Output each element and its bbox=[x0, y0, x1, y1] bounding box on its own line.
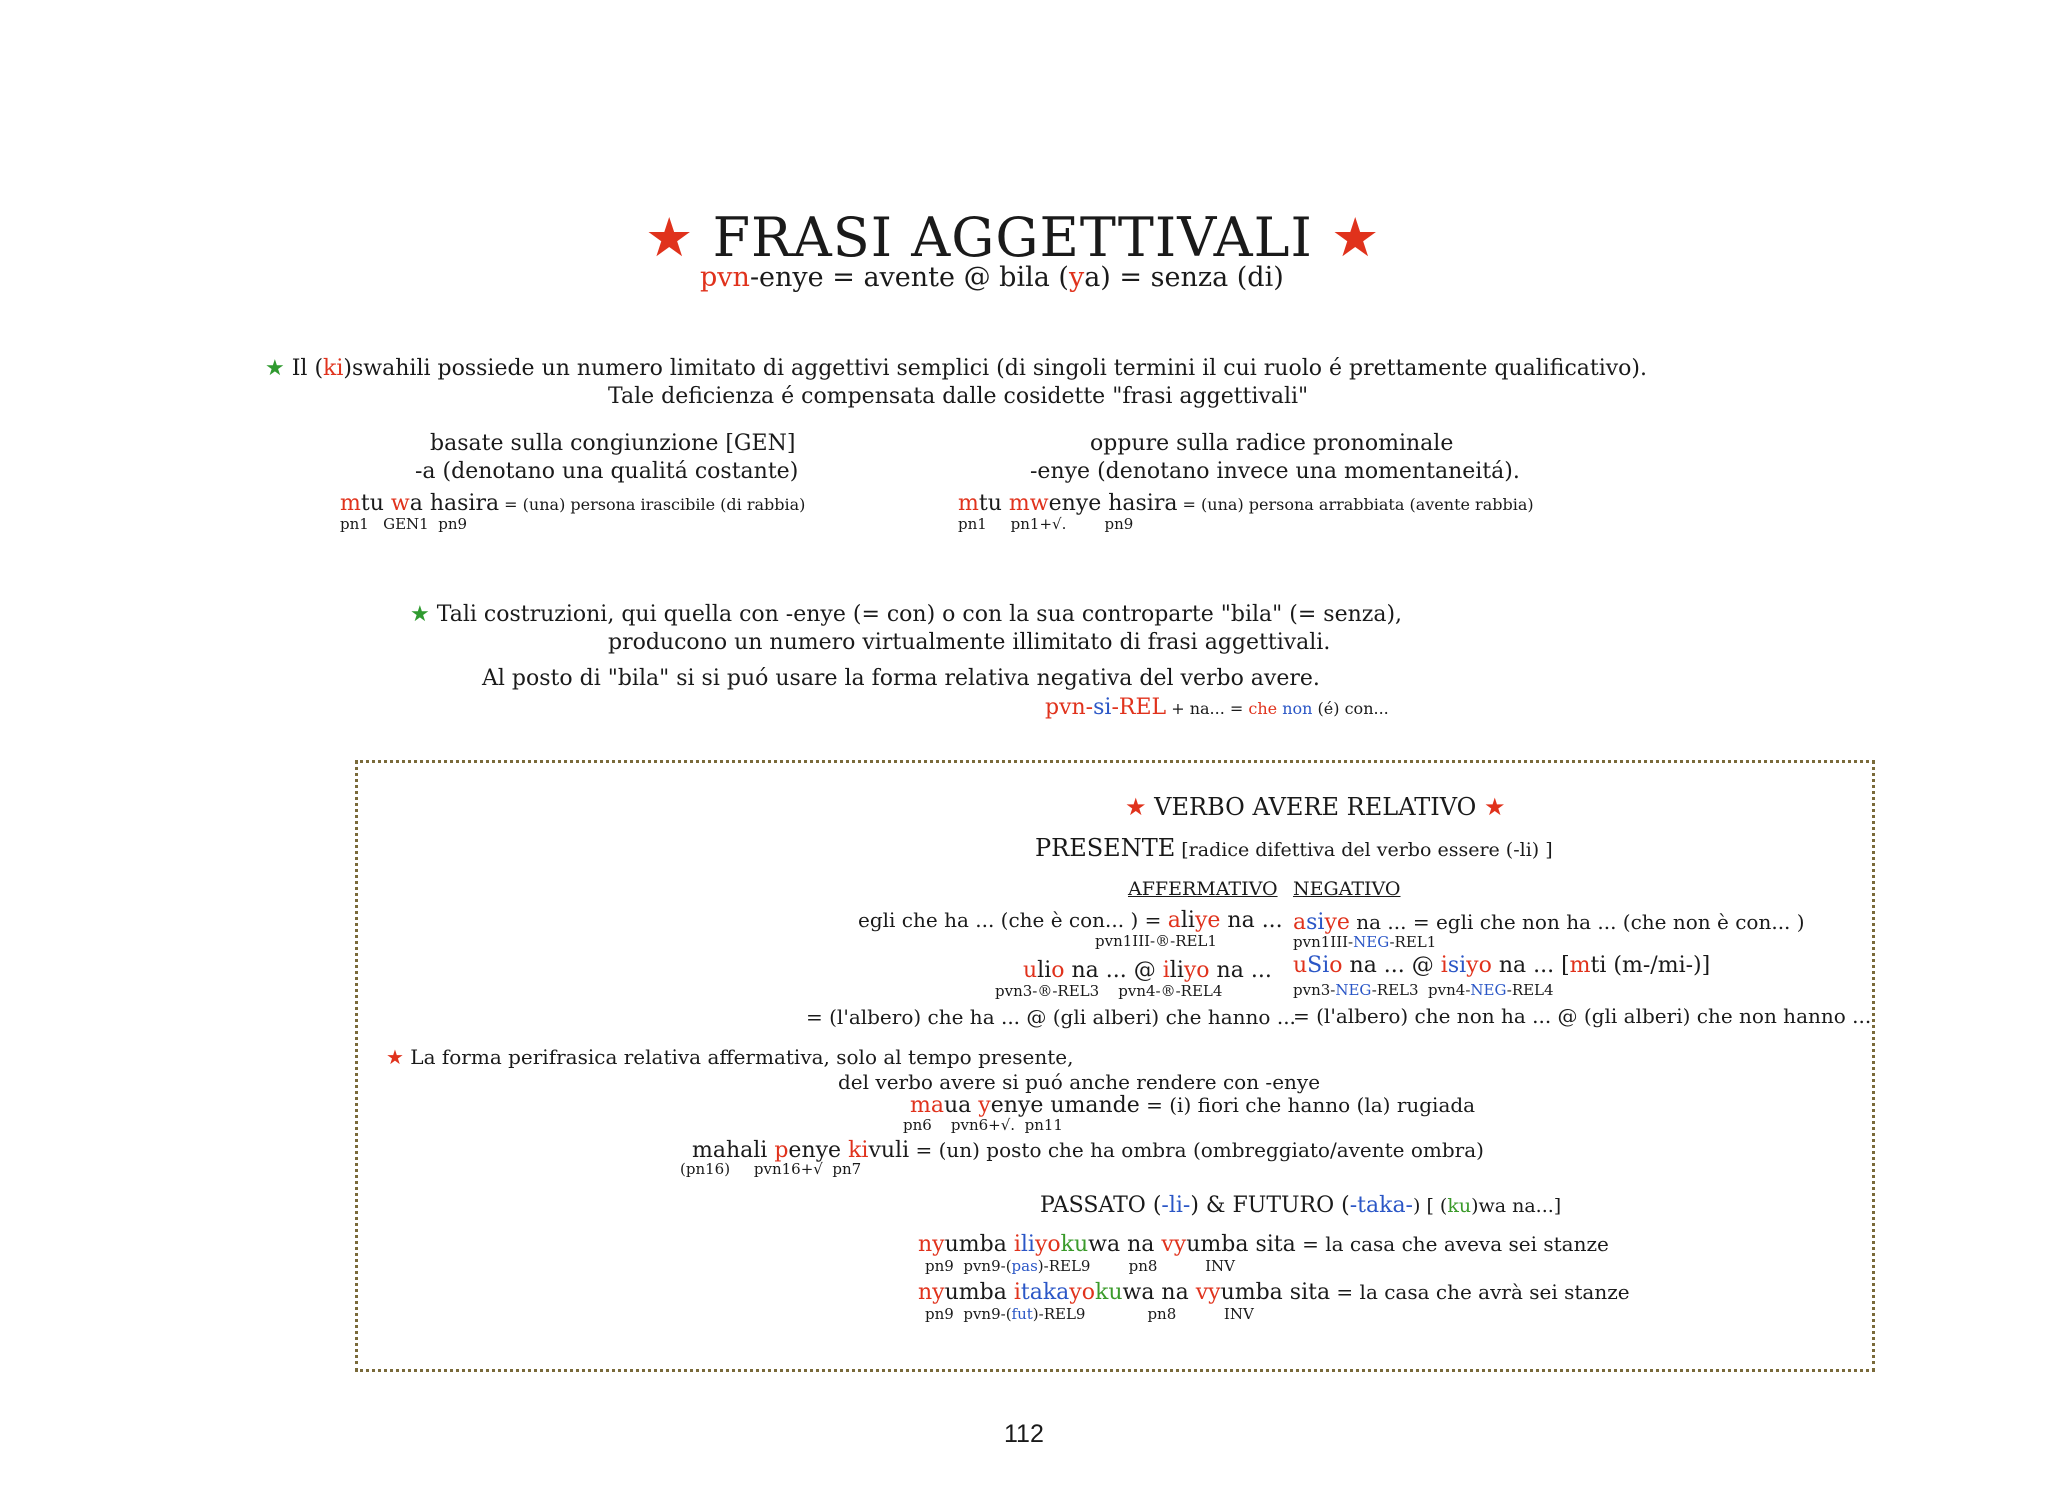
aff-row-1: egli che ha ... (che è con... ) = aliye na ... bbox=[858, 908, 1283, 933]
aff-row-1-tags: pvn1III-®-REL1 bbox=[1095, 932, 1217, 950]
passato-example: nyumba iliyokuwa na vyumba sita = la casa che aveva sei stanze bbox=[918, 1232, 1609, 1257]
star-icon: ★ bbox=[386, 1045, 404, 1069]
aff-row-2: ulio na ... @ iliyo na ... bbox=[1023, 958, 1272, 983]
star-icon: ★ bbox=[1330, 206, 1381, 269]
star-icon: ★ bbox=[1125, 793, 1147, 821]
enye-heading: oppure sulla radice pronominale bbox=[1090, 431, 1454, 456]
neg-row-1-tags: pvn1III-NEG-REL1 bbox=[1293, 933, 1437, 951]
futuro-example: nyumba itakayokuwa na vyumba sita = la casa che avrà sei stanze bbox=[918, 1280, 1630, 1305]
tali-formula: pvn-si-REL + na... = che non (é) con... bbox=[1045, 695, 1389, 720]
passato-tags: pn9 pvn9-(pas)-REL9 pn8 INV bbox=[925, 1257, 1235, 1275]
peri-example-2-tags: (pn16) pvn16+√ pn7 bbox=[680, 1160, 862, 1178]
tali-line-1: ★ Tali costruzioni, qui quella con -enye (= con) o con la sua controparte "bila" (= senza), bbox=[410, 602, 1403, 627]
gen-description: -a (denotano una qualitá costante) bbox=[415, 459, 799, 484]
box-heading: ★ VERBO AVERE RELATIVO ★ bbox=[1125, 793, 1506, 821]
enye-description: -enye (denotano invece una momentaneitá). bbox=[1030, 459, 1520, 484]
gen-tags: pn1 GEN1 pn9 bbox=[340, 515, 468, 533]
negativo-header: NEGATIVO bbox=[1293, 878, 1401, 900]
peri-line-1: ★ La forma perifrasica relativa affermativa, solo al tempo presente, bbox=[386, 1045, 1074, 1069]
star-icon: ★ bbox=[645, 206, 695, 269]
neg-row-2: uSio na ... @ isiyo na ... [mti (m-/mi-)] bbox=[1293, 953, 1711, 978]
aff-row-3: = (l'albero) che ha ... @ (gli alberi) che hanno ... bbox=[806, 1005, 1296, 1029]
title-text: FRASI AGGETTIVALI bbox=[712, 206, 1313, 269]
star-icon: ★ bbox=[265, 356, 285, 381]
page-number: 112 bbox=[1004, 1420, 1044, 1448]
page-title bbox=[645, 206, 1380, 269]
gen-example: mtu wa hasira = (una) persona irascibile (di rabbia) bbox=[340, 491, 806, 516]
intro-line-2: Tale deficienza é compensata dalle cosidette "frasi aggettivali" bbox=[608, 384, 1309, 409]
peri-example-2: mahali penye kivuli = (un) posto che ha ombra (ombreggiato/avente ombra) bbox=[692, 1138, 1484, 1163]
peri-line-2: del verbo avere si puó anche rendere con -enye bbox=[838, 1070, 1321, 1094]
star-icon: ★ bbox=[1483, 793, 1506, 821]
peri-example-1: maua yenye umande = (i) fiori che hanno (la) rugiada bbox=[910, 1093, 1476, 1118]
tali-line-3: Al posto di "bila" si si puó usare la forma relativa negativa del verbo avere. bbox=[482, 666, 1320, 691]
enye-tags: pn1 pn1+√. pn9 bbox=[958, 515, 1134, 533]
affermativo-header: AFFERMATIVO bbox=[1128, 878, 1278, 900]
tali-line-2: producono un numero virtualmente illimitato di frasi aggettivali. bbox=[608, 630, 1331, 655]
presente-heading: PRESENTE [radice difettiva del verbo essere (-li) ] bbox=[1035, 834, 1553, 862]
enye-example: mtu mwenye hasira = (una) persona arrabbiata (avente rabbia) bbox=[958, 491, 1534, 516]
page-subtitle: pvn-enye = avente @ bila (ya) = senza (di) bbox=[700, 262, 1284, 293]
neg-row-1: asiye na ... = egli che non ha ... (che non è con... ) bbox=[1293, 910, 1805, 935]
peri-example-1-tags: pn6 pvn6+√. pn11 bbox=[903, 1116, 1063, 1134]
neg-row-3: = (l'albero) che non ha ... @ (gli alberi) che non hanno ... bbox=[1293, 1004, 1872, 1028]
futuro-tags: pn9 pvn9-(fut)-REL9 pn8 INV bbox=[925, 1305, 1254, 1323]
aff-row-2-tags: pvn3-®-REL3 pvn4-®-REL4 bbox=[995, 982, 1223, 1000]
star-icon: ★ bbox=[410, 602, 430, 627]
intro-line-1: ★ Il (ki)swahili possiede un numero limitato di aggettivi semplici (di singoli termini il cui ruolo é prettamente qualificativo). bbox=[265, 356, 1648, 381]
neg-row-2-tags: pvn3-NEG-REL3 pvn4-NEG-REL4 bbox=[1293, 981, 1554, 999]
gen-heading: basate sulla congiunzione [GEN] bbox=[430, 431, 796, 456]
passato-futuro-heading: PASSATO (-li-) & FUTURO (-taka-) [ (ku)wa na...] bbox=[1040, 1193, 1562, 1218]
